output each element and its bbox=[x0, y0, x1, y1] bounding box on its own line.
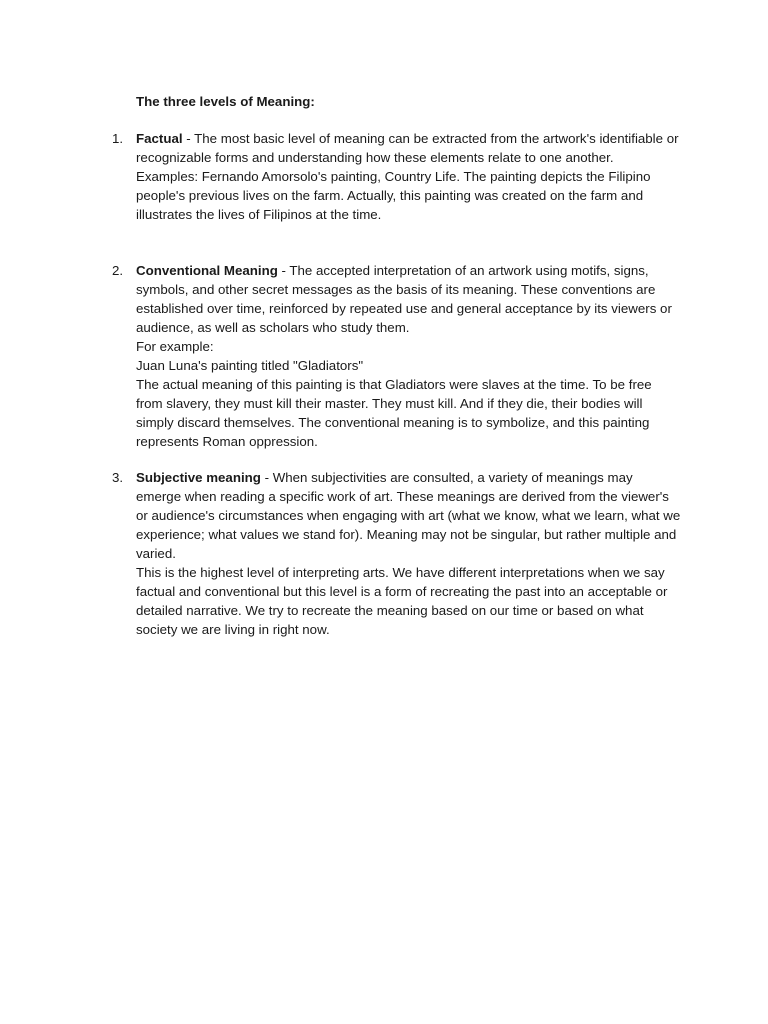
term-label: Conventional Meaning bbox=[136, 263, 278, 278]
list-number: 3. bbox=[112, 470, 124, 485]
example-paragraph: Examples: Fernando Amorsolo's painting, Country Life. The painting depicts the Filipino people's previous lives on the farm. Actually, this painting was created on the farm and illustrates the lives of Filipinos at the time. bbox=[136, 169, 651, 222]
definition-paragraph bbox=[136, 261, 681, 337]
example-intro: For example: bbox=[136, 339, 214, 354]
example-paragraph: The actual meaning of this painting is that Gladiators were slaves at the time. To be free from slavery, they must kill their master. They must kill. And if they die, their bodies will simply discard themselves. The conventional meaning is to symbolize, and this painting represents Roman oppression. bbox=[136, 377, 652, 449]
example-title: Juan Luna's painting titled "Gladiators" bbox=[136, 358, 364, 373]
document-title: The three levels of Meaning: bbox=[136, 94, 315, 109]
list-number: 1. bbox=[112, 131, 124, 146]
list-number: 2. bbox=[112, 263, 124, 278]
explanation-paragraph: This is the highest level of interpreting arts. We have different interpretations when we say factual and conventional but this level is a form of recreating the past into an acceptable or detailed narrative. We try to recreate the meaning based on our time or based on what society we are living in right now. bbox=[136, 565, 668, 637]
list-item-body bbox=[136, 261, 681, 451]
definition-text: - The most basic level of meaning can be extracted from the artwork's identifiable or recognizable forms and understanding how these elements relate to one another. bbox=[136, 131, 679, 165]
definition-text: - When subjectivities are consulted, a variety of meanings may emerge when reading a specific work of art. These meanings are derived from the viewer's or audience's circumstances when engaging with art (what we know, what we learn, what we experience; what values we stand for). Meaning may not be singular, but rather multiple and varied. bbox=[136, 470, 681, 561]
term-label: Factual bbox=[136, 131, 183, 146]
definition-text: - The accepted interpretation of an artwork using motifs, signs, symbols, and other secret messages as the basis of its meaning. These conventions are established over time, reinforced by repeated use and general acceptance by its viewers or audience, as well as scholars who study them. bbox=[136, 263, 672, 335]
list-item-body bbox=[136, 468, 681, 639]
term-label: Subjective meaning bbox=[136, 470, 261, 485]
definition-paragraph bbox=[136, 468, 681, 563]
definition-paragraph bbox=[136, 129, 681, 167]
list-item-body bbox=[136, 129, 681, 224]
